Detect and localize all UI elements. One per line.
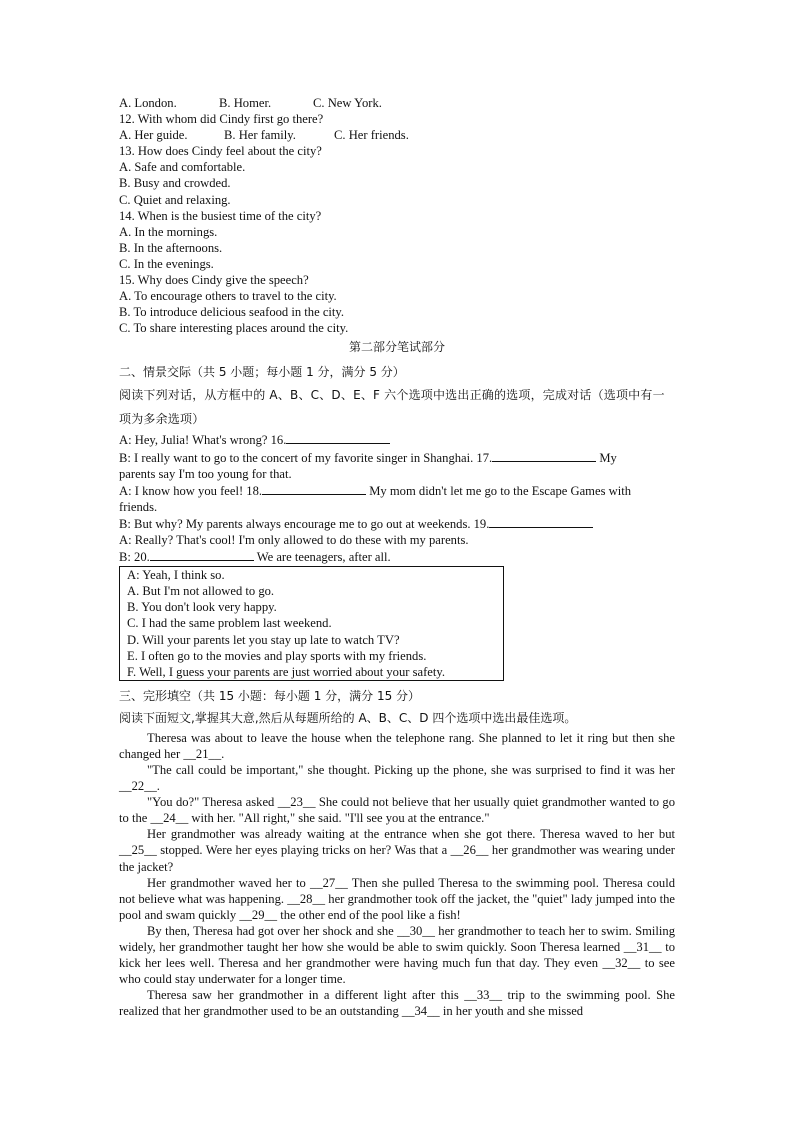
passage-paragraph: Theresa was about to leave the house when the telephone rang. She planned to let it ring but then she changed her __21__. (119, 730, 675, 761)
box-option: B. You don't look very happy. (127, 600, 277, 615)
question-15-stem: 15. Why does Cindy give the speech? (119, 273, 309, 288)
dialogue-line: A: Really? That's cool! I'm only allowed to do these with my parents. (119, 532, 469, 547)
section-2-instruction: 阅读下列对话，从方框中的 A、B、C、D、E、F 六个选项中选出正确的选项，完成对话（选项中有一项为多余选项） (119, 388, 665, 427)
option: B. Her family. (224, 128, 296, 143)
section-2-heading: 二、情景交际（共 5 小题；每小题 1 分，满分 5 分） (119, 365, 405, 380)
box-option: E. I often go to the movies and play sports with my friends. (127, 648, 427, 663)
answer-blank-20[interactable] (150, 548, 254, 561)
dialogue-line: A: I know how you feel! 18. My mom didn't let me go to the Escape Games with (119, 483, 632, 498)
passage-paragraph: Her grandmother waved her to __27__ Then she pulled Theresa to the swimming pool. Theresa could not believe what was happening. __28__ her grandmother took off the jacket, the "quiet" lady jumped into the pool and swam quickly __29__ the other end of the pool like a fish! (119, 875, 675, 922)
passage-paragraph: "You do?" Theresa asked __23__ She could not believe that her usually quiet grandmother wanted to go to the __24__ with her. "All right," she said. "I'll see you at the entrance." (119, 795, 675, 826)
box-option: A: Yeah, I think so. (127, 568, 225, 583)
section-3-heading: 三、完形填空（共 15 小题：每小题 1 分，满分 15 分） (119, 688, 421, 703)
box-option: D. Will your parents let you stay up late to watch TV? (127, 632, 400, 647)
answer-blank-18[interactable] (262, 482, 366, 495)
options-box (119, 566, 504, 681)
part-two-title: 第二部分笔试部分 (348, 340, 445, 355)
option: C. In the evenings. (119, 256, 214, 271)
question-12-stem: 12. With whom did Cindy first go there? (119, 112, 324, 127)
option: B. To introduce delicious seafood in the city. (119, 305, 345, 320)
answer-blank-16[interactable] (286, 431, 390, 444)
dialogue-line: A: Hey, Julia! What's wrong? 16. (119, 431, 675, 448)
option: B. In the afternoons. (119, 240, 223, 255)
passage-paragraph: "The call could be important," she thought. Picking up the phone, she was surprised to find it was her __22__. (119, 763, 675, 794)
option: A. Safe and comfortable. (119, 160, 246, 175)
option: B. Homer. (219, 96, 272, 110)
question-12-options (119, 127, 675, 143)
question-14-stem: 14. When is the busiest time of the city? (119, 208, 322, 223)
dialogue-line: B: But why? My parents always encourage me to go out at weekends. 19. (119, 515, 675, 532)
dialogue-line: parents say I'm too young for that. (119, 466, 292, 481)
option: A. London. (119, 96, 177, 110)
passage-paragraph: Theresa saw her grandmother in a different light after this __33__ trip to the swimming pool. She realized that her grandmother used to be an outstanding __34__ in her youth and she missed (119, 988, 675, 1019)
passage-paragraph: Her grandmother was already waiting at the entrance when she got there. Theresa waved to her but __25__ stopped. Were her eyes playing tricks on her? Was that a __26__ her grandmother was wearing under the jacket? (119, 827, 675, 874)
question-13-stem: 13. How does Cindy feel about the city? (119, 144, 322, 159)
section-3-instruction: 阅读下面短文,掌握其大意,然后从每题所给的 A、B、C、D 四个选项中选出最佳选项。 (119, 710, 577, 725)
option: A. To encourage others to travel to the city. (119, 289, 337, 304)
exam-page (119, 95, 675, 1020)
option: A. Her guide. (119, 128, 188, 143)
question-11-options (119, 95, 675, 111)
dialogue-line: B: 20. We are teenagers, after all. (119, 550, 391, 565)
option: A. In the mornings. (119, 224, 218, 239)
answer-blank-17[interactable] (492, 449, 596, 462)
box-option: C. I had the same problem last weekend. (127, 616, 332, 631)
dialogue-line: B: I really want to go to the concert of my favorite singer in Shanghai. 17. My (119, 450, 617, 465)
box-option: A. But I'm not allowed to go. (127, 584, 275, 599)
dialogue-line: friends. (119, 499, 158, 514)
option: C. Her friends. (334, 128, 409, 143)
option: C. New York. (313, 96, 382, 110)
option: B. Busy and crowded. (119, 176, 231, 191)
option: C. To share interesting places around the city. (119, 321, 349, 336)
option: C. Quiet and relaxing. (119, 192, 231, 207)
answer-blank-19[interactable] (489, 515, 593, 528)
box-option: F. Well, I guess your parents are just worried about your safety. (127, 664, 445, 679)
passage-paragraph: By then, Theresa had got over her shock and she __30__ her grandmother to teach her to swim. Smiling widely, her grandmother taught her how she would be able to swim quickly. Soon Theresa learned __31__ to kick her lees well. Theresa and her grandmother were having much fun that day. They even __32__ to see who could stay underwater for a longer time. (119, 923, 675, 987)
